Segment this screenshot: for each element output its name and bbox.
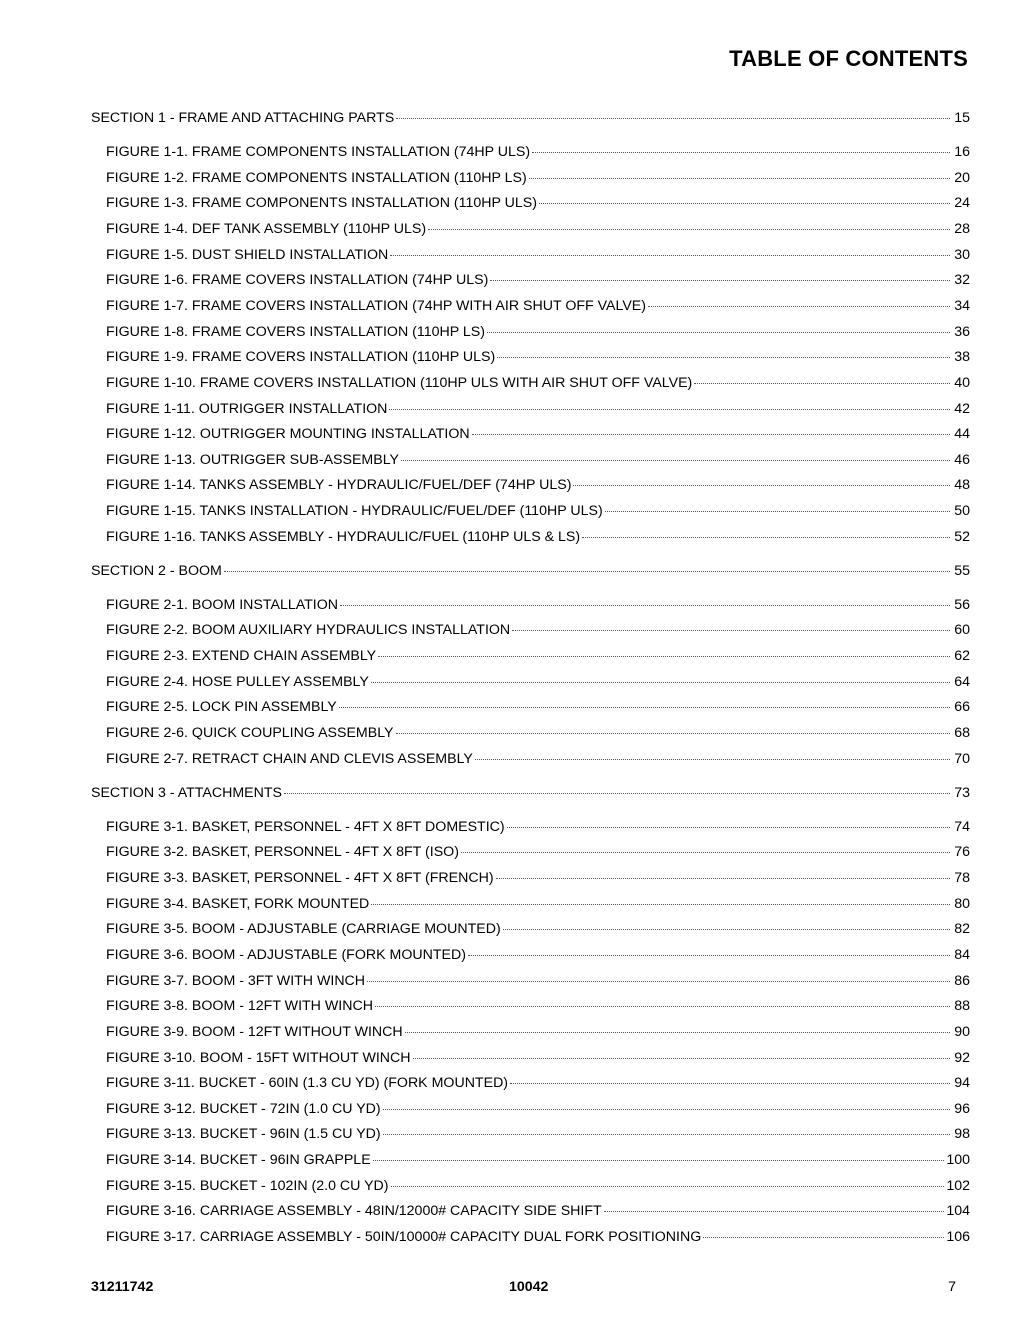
footer-page-number: 7 xyxy=(948,1279,956,1295)
toc-entry-label: FIGURE 2-7. RETRACT CHAIN AND CLEVIS ASSEMBLY xyxy=(106,750,473,767)
toc-entry-page: 96 xyxy=(954,1100,970,1117)
toc-dot-leader xyxy=(378,656,950,657)
toc-entry-page: 36 xyxy=(954,323,970,340)
toc-entry-page: 78 xyxy=(954,869,970,886)
toc-dot-leader xyxy=(605,511,950,512)
toc-dot-leader xyxy=(413,1058,950,1059)
toc-dot-leader xyxy=(405,1032,950,1033)
toc-dot-leader xyxy=(284,793,950,794)
toc-entry-page: 60 xyxy=(954,622,970,639)
toc-entry-label: FIGURE 1-11. OUTRIGGER INSTALLATION xyxy=(106,400,388,417)
toc-dot-leader xyxy=(539,203,950,204)
toc-entry-page: 88 xyxy=(954,998,970,1015)
toc-dot-leader xyxy=(375,1006,950,1007)
toc-entry-label: FIGURE 3-13. BUCKET - 96IN (1.5 CU YD) xyxy=(106,1126,381,1143)
toc-entry-page: 104 xyxy=(946,1203,970,1220)
toc-figure-entry[interactable] xyxy=(106,724,970,742)
toc-entry-label: FIGURE 3-7. BOOM - 3FT WITH WINCH xyxy=(106,972,366,989)
toc-entry-label: FIGURE 3-8. BOOM - 12FT WITH WINCH xyxy=(106,998,373,1015)
toc-entry-page: 64 xyxy=(954,673,970,690)
toc-figure-entry[interactable] xyxy=(106,596,970,614)
toc-figure-entry[interactable] xyxy=(106,1151,970,1169)
toc-figure-entry[interactable] xyxy=(106,1023,970,1041)
toc-entry-page: 84 xyxy=(954,946,970,963)
toc-figure-entry[interactable] xyxy=(106,374,970,392)
toc-entry-page: 15 xyxy=(954,110,970,126)
toc-entry-page: 62 xyxy=(954,648,970,664)
toc-figure-entry[interactable] xyxy=(106,271,970,289)
toc-entry-page: 28 xyxy=(954,221,970,237)
toc-dot-leader xyxy=(468,955,950,956)
toc-figure-entry[interactable] xyxy=(106,220,970,238)
toc-figure-entry[interactable] xyxy=(106,673,970,691)
toc-dot-leader xyxy=(461,852,950,853)
toc-figure-entry[interactable] xyxy=(106,972,970,990)
footer-serial: 10042 xyxy=(509,1279,549,1295)
toc-dot-leader xyxy=(396,118,950,119)
toc-figure-entry[interactable] xyxy=(106,698,970,716)
toc-entry-label: FIGURE 2-5. LOCK PIN ASSEMBLY xyxy=(106,699,337,716)
toc-entry-label: FIGURE 3-14. BUCKET - 96IN GRAPPLE xyxy=(106,1152,371,1169)
toc-dot-leader xyxy=(224,571,950,572)
toc-entry-page: 80 xyxy=(954,895,970,912)
toc-figure-entry[interactable] xyxy=(106,425,970,443)
toc-dot-leader xyxy=(391,1186,945,1187)
toc-dot-leader xyxy=(529,178,950,179)
toc-figure-entry[interactable] xyxy=(106,348,970,366)
toc-dot-leader xyxy=(396,733,951,734)
toc-entry-page: 68 xyxy=(954,725,970,741)
toc-dot-leader xyxy=(339,707,950,708)
toc-entry-label: FIGURE 3-9. BOOM - 12FT WITHOUT WINCH xyxy=(106,1023,403,1040)
toc-dot-leader xyxy=(573,485,950,486)
toc-dot-leader xyxy=(582,537,950,538)
toc-entry-label: FIGURE 2-1. BOOM INSTALLATION xyxy=(106,596,339,613)
toc-dot-leader xyxy=(389,409,950,410)
toc-entry-label: FIGURE 2-6. QUICK COUPLING ASSEMBLY xyxy=(106,725,394,741)
toc-dot-leader xyxy=(371,904,950,905)
toc-entry-page: 24 xyxy=(954,195,970,212)
toc-figure-entry[interactable] xyxy=(106,143,970,161)
toc-dot-leader xyxy=(604,1211,945,1212)
toc-figure-entry[interactable] xyxy=(106,818,970,836)
toc-figure-entry[interactable] xyxy=(106,502,970,520)
toc-entry-label: FIGURE 1-6. FRAME COVERS INSTALLATION (74HP ULS) xyxy=(106,272,489,289)
toc-dot-leader xyxy=(371,682,950,683)
toc-dot-leader xyxy=(390,255,950,256)
toc-entry-page: 90 xyxy=(954,1023,970,1040)
toc-dot-leader xyxy=(428,229,950,230)
toc-entry-label: FIGURE 3-17. CARRIAGE ASSEMBLY - 50IN/10000# CAPACITY DUAL FORK POSITIONING xyxy=(106,1229,702,1245)
toc-entry-page: 82 xyxy=(954,921,970,938)
toc-entry-page: 16 xyxy=(954,144,970,160)
toc-dot-leader xyxy=(503,929,950,930)
toc-figure-entry[interactable] xyxy=(106,1074,970,1092)
toc-dot-leader xyxy=(401,460,950,461)
toc-figure-entry[interactable] xyxy=(106,323,970,341)
toc-dot-leader xyxy=(507,827,950,828)
toc-dot-leader xyxy=(373,1160,945,1161)
toc-entry-label: FIGURE 3-12. BUCKET - 72IN (1.0 CU YD) xyxy=(106,1100,381,1117)
toc-dot-leader xyxy=(512,630,950,631)
toc-dot-leader xyxy=(532,152,950,153)
toc-entry-label: FIGURE 1-9. FRAME COVERS INSTALLATION (110HP ULS) xyxy=(106,349,496,366)
toc-entry-label: FIGURE 3-11. BUCKET - 60IN (1.3 CU YD) (FORK MOUNTED) xyxy=(106,1075,509,1092)
toc-entry-page: 56 xyxy=(954,596,970,613)
toc-entry-page: 34 xyxy=(954,297,970,314)
toc-entry-label: FIGURE 1-13. OUTRIGGER SUB-ASSEMBLY xyxy=(106,451,400,468)
toc-entry-page: 52 xyxy=(954,528,970,545)
toc-figure-entry[interactable] xyxy=(106,1228,970,1246)
toc-entry-label: FIGURE 3-6. BOOM - ADJUSTABLE (FORK MOUNTED) xyxy=(106,946,466,963)
toc-section-entry[interactable] xyxy=(91,784,970,802)
toc-entry-label: FIGURE 1-3. FRAME COMPONENTS INSTALLATION (110HP ULS) xyxy=(106,195,537,212)
toc-entry-page: 106 xyxy=(946,1229,970,1245)
toc-figure-entry[interactable] xyxy=(106,297,970,315)
toc-figure-entry[interactable] xyxy=(106,1125,970,1143)
toc-dot-leader xyxy=(383,1134,950,1135)
toc-figure-entry[interactable] xyxy=(106,246,970,264)
toc-figure-entry[interactable] xyxy=(106,451,970,469)
toc-entry-page: 38 xyxy=(954,349,970,366)
toc-dot-leader xyxy=(383,1109,950,1110)
toc-entry-page: 98 xyxy=(954,1126,970,1143)
toc-entry-page: 70 xyxy=(954,750,970,767)
toc-dot-leader xyxy=(694,383,950,384)
toc-figure-entry[interactable] xyxy=(106,169,970,187)
toc-figure-entry[interactable] xyxy=(106,750,970,768)
toc-entry-label: SECTION 2 - BOOM xyxy=(91,562,222,579)
toc-entry-page: 55 xyxy=(954,562,970,579)
footer-part-number: 31211742 xyxy=(91,1279,154,1295)
toc-dot-leader xyxy=(510,1083,950,1084)
toc-entry-page: 50 xyxy=(954,503,970,520)
toc-entry-label: FIGURE 1-2. FRAME COMPONENTS INSTALLATION (110HP LS) xyxy=(106,169,527,186)
toc-entry-label: FIGURE 1-12. OUTRIGGER MOUNTING INSTALLATION xyxy=(106,426,470,443)
toc-entry-label: FIGURE 1-5. DUST SHIELD INSTALLATION xyxy=(106,246,389,263)
toc-entry-label: FIGURE 3-5. BOOM - ADJUSTABLE (CARRIAGE MOUNTED) xyxy=(106,921,501,938)
toc-entry-label: FIGURE 3-1. BASKET, PERSONNEL - 4FT X 8FT DOMESTIC) xyxy=(106,818,505,835)
toc-entry-page: 30 xyxy=(954,246,970,263)
toc-entry-page: 44 xyxy=(954,426,970,443)
toc-section-entry[interactable] xyxy=(91,109,970,127)
toc-entry-label: FIGURE 1-15. TANKS INSTALLATION - HYDRAULIC/FUEL/DEF (110HP ULS) xyxy=(106,503,603,520)
toc-entry-page: 42 xyxy=(954,400,970,417)
toc-figure-entry[interactable] xyxy=(106,400,970,418)
toc-entry-label: FIGURE 3-3. BASKET, PERSONNEL - 4FT X 8FT (FRENCH) xyxy=(106,869,494,886)
toc-figure-entry[interactable] xyxy=(106,621,970,639)
toc-entry-label: SECTION 1 - FRAME AND ATTACHING PARTS xyxy=(91,110,395,126)
toc-entry-label: FIGURE 1-1. FRAME COMPONENTS INSTALLATION (74HP ULS) xyxy=(106,144,531,160)
toc-entry-page: 20 xyxy=(954,169,970,186)
toc-entry-label: FIGURE 1-16. TANKS ASSEMBLY - HYDRAULIC/FUEL (110HP ULS & LS) xyxy=(106,528,581,545)
toc-dot-leader xyxy=(496,878,950,879)
toc-figure-entry[interactable] xyxy=(106,476,970,494)
toc-figure-entry[interactable] xyxy=(106,1202,970,1220)
toc-entry-page: 74 xyxy=(954,818,970,835)
toc-figure-entry[interactable] xyxy=(106,997,970,1015)
toc-entry-page: 76 xyxy=(954,844,970,861)
toc-figure-entry[interactable] xyxy=(106,1049,970,1067)
toc-dot-leader xyxy=(367,981,950,982)
toc-figure-entry[interactable] xyxy=(106,647,970,665)
toc-entry-page: 94 xyxy=(954,1075,970,1092)
toc-entry-page: 100 xyxy=(946,1152,970,1169)
toc-figure-entry[interactable] xyxy=(106,528,970,546)
toc-entry-label: FIGURE 1-7. FRAME COVERS INSTALLATION (74HP WITH AIR SHUT OFF VALVE) xyxy=(106,297,646,314)
toc-section-entry[interactable] xyxy=(91,562,970,580)
toc-figure-entry[interactable] xyxy=(106,920,970,938)
toc-dot-leader xyxy=(648,306,950,307)
toc-entry-page: 46 xyxy=(954,451,970,468)
toc-entry-label: SECTION 3 - ATTACHMENTS xyxy=(91,784,283,801)
toc-entry-label: FIGURE 1-8. FRAME COVERS INSTALLATION (110HP LS) xyxy=(106,323,485,340)
toc-entry-page: 86 xyxy=(954,972,970,989)
toc-entry-label: FIGURE 3-4. BASKET, FORK MOUNTED xyxy=(106,895,370,912)
toc-figure-entry[interactable] xyxy=(106,1100,970,1118)
page-title: TABLE OF CONTENTS xyxy=(729,46,968,71)
toc-figure-entry[interactable] xyxy=(106,869,970,887)
toc-entry-label: FIGURE 1-14. TANKS ASSEMBLY - HYDRAULIC/FUEL/DEF (74HP ULS) xyxy=(106,477,572,494)
toc-entry-page: 92 xyxy=(954,1049,970,1066)
toc-entry-label: FIGURE 1-10. FRAME COVERS INSTALLATION (110HP ULS WITH AIR SHUT OFF VALVE) xyxy=(106,374,693,391)
toc-entry-label: FIGURE 3-2. BASKET, PERSONNEL - 4FT X 8FT (ISO) xyxy=(106,844,459,861)
toc-entry-page: 32 xyxy=(954,272,970,289)
toc-entry-label: FIGURE 2-4. HOSE PULLEY ASSEMBLY xyxy=(106,673,369,690)
toc-figure-entry[interactable] xyxy=(106,895,970,913)
toc-entry-page: 48 xyxy=(954,477,970,494)
toc-entry-label: FIGURE 3-10. BOOM - 15FT WITHOUT WINCH xyxy=(106,1049,411,1066)
toc-figure-entry[interactable] xyxy=(106,1177,970,1195)
toc-dot-leader xyxy=(703,1237,944,1238)
toc-entry-page: 102 xyxy=(946,1177,970,1194)
toc-entry-label: FIGURE 2-2. BOOM AUXILIARY HYDRAULICS INSTALLATION xyxy=(106,622,511,639)
toc-dot-leader xyxy=(490,280,950,281)
toc-entry-label: FIGURE 1-4. DEF TANK ASSEMBLY (110HP ULS) xyxy=(106,221,427,237)
toc-figure-entry[interactable] xyxy=(106,843,970,861)
toc-dot-leader xyxy=(487,332,950,333)
toc-dot-leader xyxy=(340,605,950,606)
toc-entry-page: 66 xyxy=(954,699,970,716)
toc-entry-label: FIGURE 2-3. EXTEND CHAIN ASSEMBLY xyxy=(106,648,377,664)
toc-dot-leader xyxy=(472,434,950,435)
toc-figure-entry[interactable] xyxy=(106,194,970,212)
toc-entry-page: 40 xyxy=(954,374,970,391)
toc-entry-label: FIGURE 3-16. CARRIAGE ASSEMBLY - 48IN/12000# CAPACITY SIDE SHIFT xyxy=(106,1203,602,1220)
toc-dot-leader xyxy=(475,759,950,760)
toc-figure-entry[interactable] xyxy=(106,946,970,964)
toc-dot-leader xyxy=(497,357,950,358)
toc-entry-label: FIGURE 3-15. BUCKET - 102IN (2.0 CU YD) xyxy=(106,1177,389,1194)
toc-entry-page: 73 xyxy=(954,784,970,801)
